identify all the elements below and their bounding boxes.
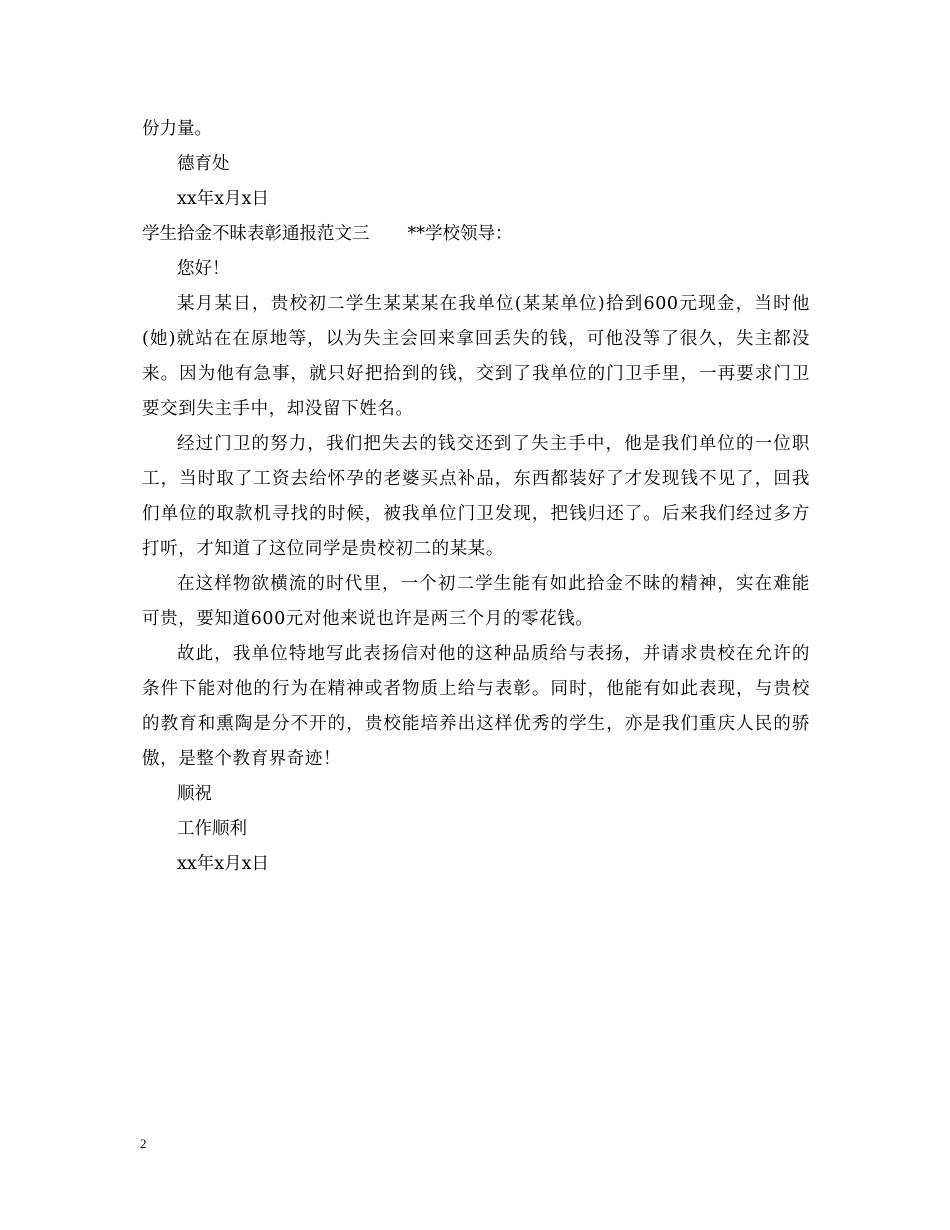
opening-line: 份力量。 <box>142 119 212 139</box>
closing-regards: 顺祝 <box>177 784 212 804</box>
page-number: 2 <box>140 1136 147 1151</box>
closing-date: xx年x月x日 <box>177 854 269 874</box>
signature-date: xx年x月x日 <box>177 189 269 209</box>
body-paragraph: 某月某日，贵校初二学生某某某在我单位(某某单位)拾到600元现金，当时他(她)就站在在原地等，以为失主会回来拿回丢失的钱，可他没等了很久，失主都没来。因为他有急事，就只好把拾到的钱，交到了我单位的门卫手里，一再要求门卫要交到失主手中，却没留下姓名。 <box>142 294 810 419</box>
closing-wish: 工作顺利 <box>177 819 247 839</box>
greeting: 您好！ <box>177 259 230 279</box>
addressee: **学校领导： <box>407 224 513 244</box>
section-title: 学生拾金不昧表彰通报范文三 <box>142 224 370 244</box>
body-paragraph: 在这样物欲横流的时代里，一个初二学生能有如此拾金不昧的精神，实在难能可贵，要知道600元对他来说也许是两三个月的零花钱。 <box>142 574 810 629</box>
body-paragraph: 经过门卫的努力，我们把失去的钱交还到了失主手中，他是我们单位的一位职工，当时取了工资去给怀孕的老婆买点补品，东西都装好了才发现钱不见了，回我们单位的取款机寻找的时候，被我单位门卫发现，把钱归还了。后来我们经过多方打听，才知道了这位同学是贵校初二的某某。 <box>142 434 810 559</box>
body-paragraph: 故此，我单位特地写此表扬信对他的这种品质给与表扬，并请求贵校在允许的条件下能对他的行为在精神或者物质上给与表彰。同时，他能有如此表现，与贵校的教育和熏陶是分不开的，贵校能培养出这样优秀的学生，亦是我们重庆人民的骄傲，是整个教育界奇迹！ <box>142 644 810 769</box>
section-title-row <box>142 217 810 252</box>
signature-department: 德育处 <box>177 154 230 174</box>
document-body <box>142 112 810 882</box>
